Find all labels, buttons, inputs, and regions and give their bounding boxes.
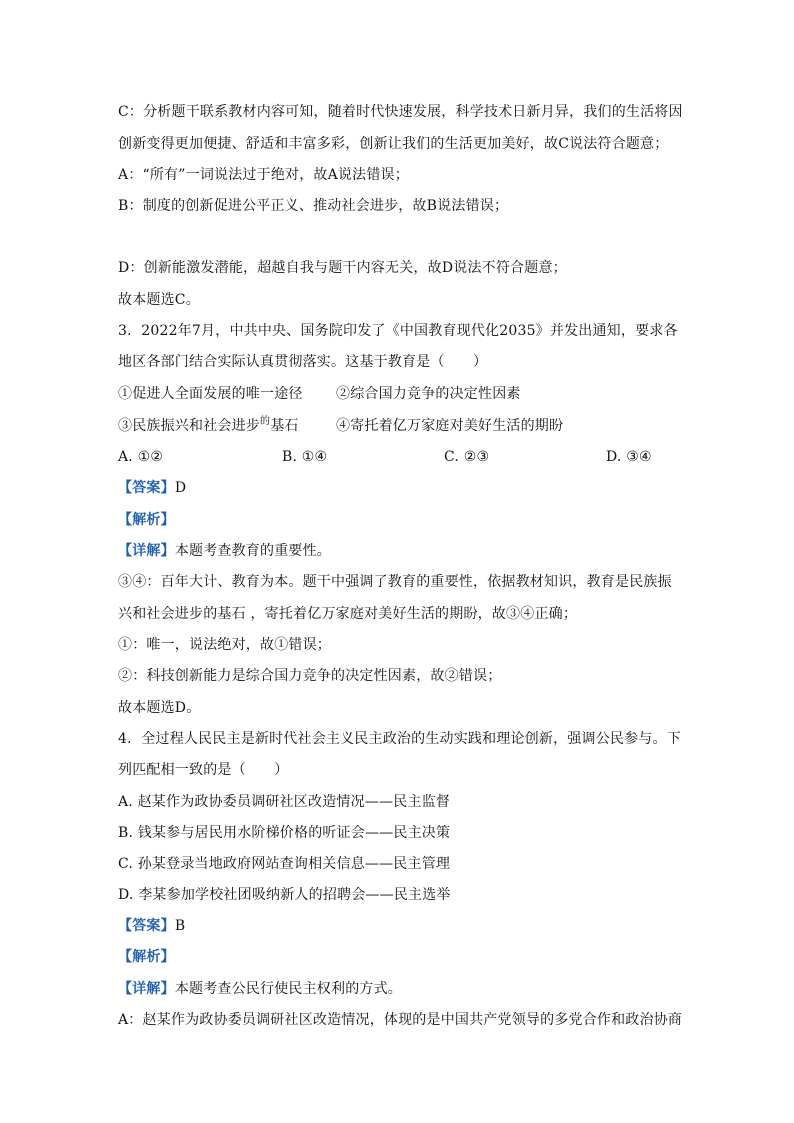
q3-answer-value: D bbox=[174, 480, 187, 496]
q4-analysis-heading: 【解析】 bbox=[118, 949, 175, 965]
q3-item-2: ②综合国力竞争的决定性因素 bbox=[336, 386, 521, 402]
q3-stem-line1: 3．2022年7月，中共中央、国务院印发了《中国教育现代化2035》并发出通知，要求各 bbox=[118, 323, 678, 339]
q3-explanation-line4: ②：科技创新能力是综合国力竞争的决定性因素，故②错误； bbox=[118, 668, 502, 684]
q3-option-b: B. ①④ bbox=[282, 449, 328, 465]
q4-stem-line1: 4．全过程人民民主是新时代社会主义民主政治的生动实践和理论创新，强调公民参与。下 bbox=[118, 731, 681, 747]
q3-option-a: A. ①② bbox=[118, 449, 164, 465]
q3-explanation-line3: ①：唯一，说法绝对，故①错误； bbox=[118, 637, 331, 653]
q4-option-d: D. 李某参加学校社团吸纳新人的招聘会——民主选举 bbox=[118, 887, 451, 903]
q3-explanation-line1: ③④：百年大计、教育为本。题干中强调了教育的重要性，依据教材知识，教育是民族振 bbox=[118, 574, 672, 590]
q3-conclusion: 故本题选D。 bbox=[118, 700, 201, 716]
q4-detail: 【详解】本题考查公民行使民主权利的方式。 bbox=[118, 981, 403, 997]
q4-option-a: A. 赵某作为政协委员调研社区改造情况——民主监督 bbox=[118, 794, 451, 810]
q4-detail-tag: 【详解】 bbox=[118, 981, 175, 997]
q3-stem-line2: 地区各部门结合实际认真贯彻落实。这基于教育是（ ） bbox=[118, 354, 488, 370]
q3-detail: 【详解】本题考查教育的重要性。 bbox=[118, 543, 332, 559]
prev-conclusion: 故本题选C。 bbox=[118, 292, 200, 308]
prev-option-c-line2: 创新变得更加便捷、舒适和丰富多彩，创新让我们的生活更加美好，故C说法符合题意； bbox=[118, 136, 669, 152]
prev-option-d: D：创新能激发潜能，超越自我与题干内容无关，故D说法不符合题意； bbox=[118, 260, 567, 276]
q3-item-4: ④寄托着亿万家庭对美好生活的期盼 bbox=[336, 418, 564, 434]
q4-answer-tag: 【答案】 bbox=[118, 918, 175, 934]
prev-option-c-line1: C：分析题干联系教材内容可知，随着时代快速发展，科学技术日新月异，我们的生活将因 bbox=[118, 104, 683, 120]
q3-option-d: D. ③④ bbox=[606, 449, 652, 465]
q3-answer-tag: 【答案】 bbox=[118, 480, 175, 496]
q4-option-b: B. 钱某参与居民用水阶梯价格的听证会——民主决策 bbox=[118, 825, 451, 841]
q4-explanation-line1: A：赵某作为政协委员调研社区改造情况，体现的是中国共产党领导的多党合作和政治协商 bbox=[118, 1012, 683, 1028]
prev-option-a: A：“所有”一词说法过于绝对，故A说法错误； bbox=[118, 167, 409, 183]
q3-items-row2 bbox=[118, 416, 564, 438]
q4-option-c: C. 孙某登录当地政府网站查询相关信息——民主管理 bbox=[118, 856, 451, 872]
q4-answer bbox=[118, 916, 185, 936]
prev-option-b: B：制度的创新促进公平正义、推动社会进步，故B说法错误； bbox=[118, 198, 509, 214]
q3-explanation-line2: 兴和社会进步的基石 ，寄托着亿万家庭对美好生活的期盼，故③④正确； bbox=[118, 606, 578, 622]
q3-items-row1 bbox=[118, 384, 521, 404]
q3-analysis-heading: 【解析】 bbox=[118, 512, 175, 528]
q3-option-c: C. ②③ bbox=[444, 449, 490, 465]
q3-options bbox=[118, 447, 652, 467]
q4-stem-line2: 列匹配相一致的是（ ） bbox=[118, 762, 289, 778]
q3-detail-tag: 【详解】 bbox=[118, 543, 175, 559]
q3-item-3: ③民族振兴和社会进步$^的$基石 bbox=[118, 416, 299, 434]
q4-answer-value: B bbox=[174, 918, 186, 934]
q3-item-1: ①促进人全面发展的唯一途径 bbox=[118, 386, 303, 402]
q3-answer bbox=[118, 478, 186, 498]
